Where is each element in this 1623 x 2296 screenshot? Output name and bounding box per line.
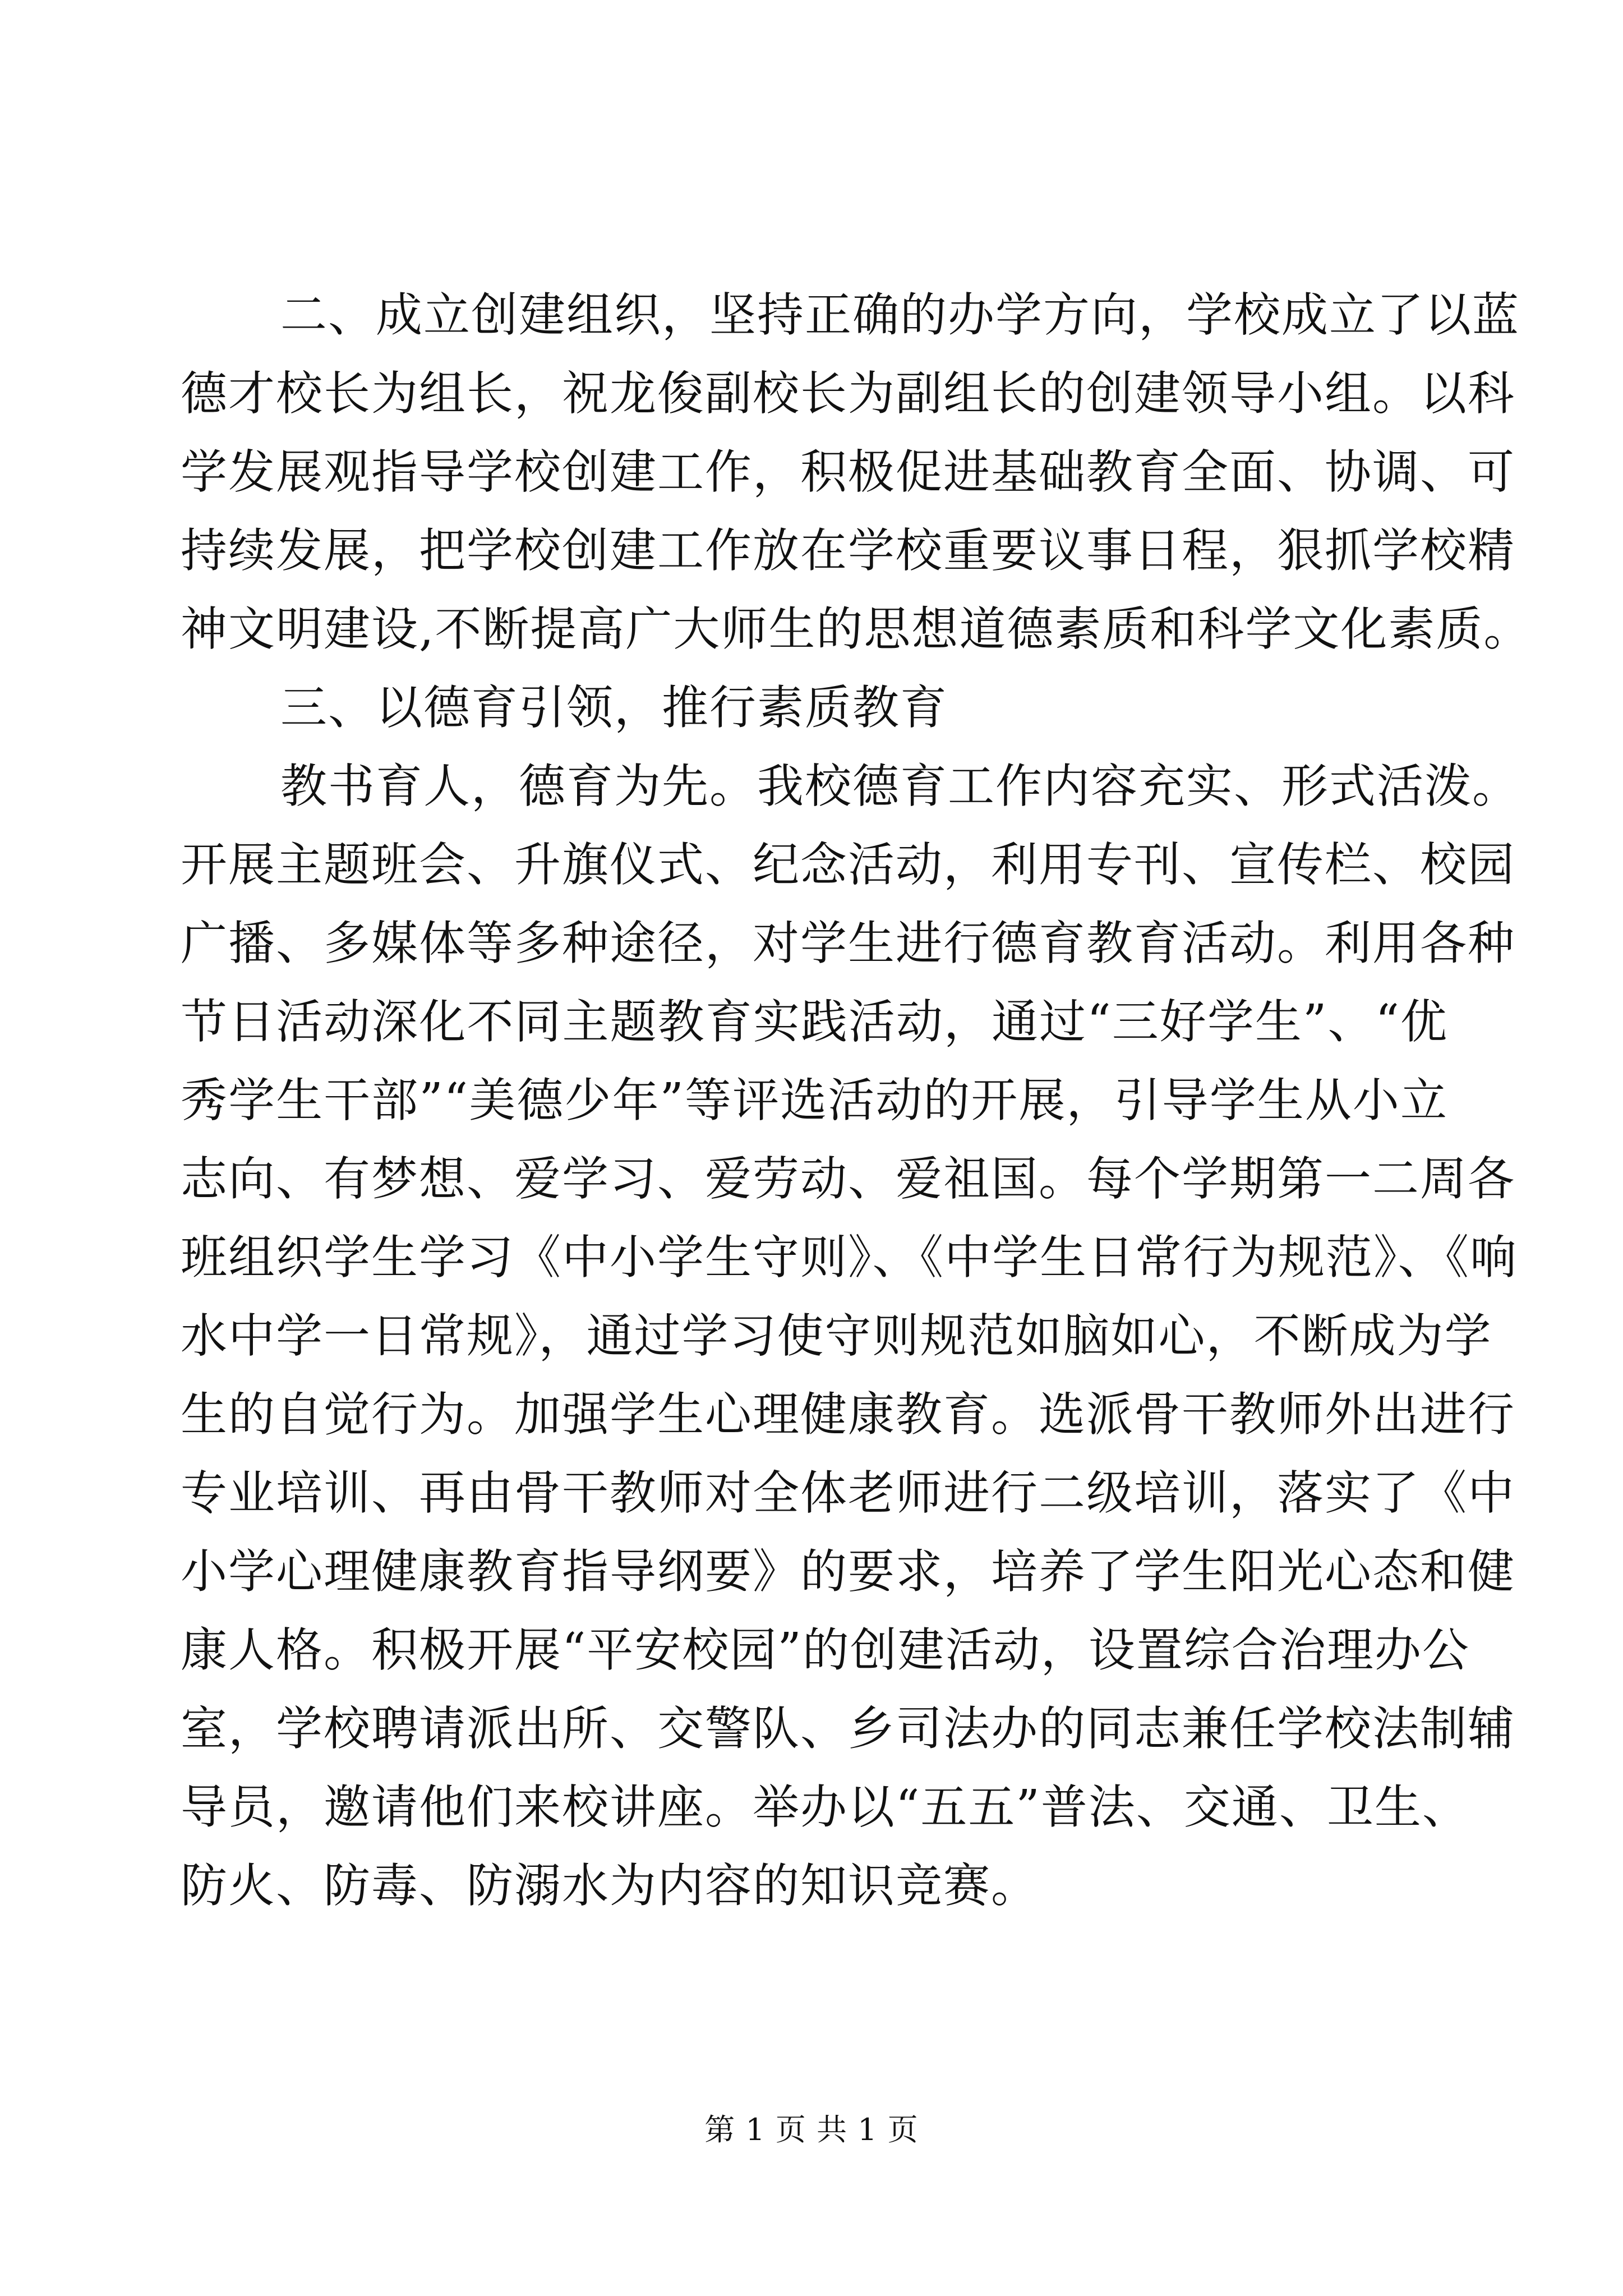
paragraph-3-line-7: 班组织学生学习《中小学生守则》、《中学生日常行为规范》、《响 [181,1230,1518,1285]
paragraph-3-line-9: 生的自觉行为。加强学生心理健康教育。选派骨干教师外出进行 [181,1387,1515,1442]
paragraph-3-line-10: 专业培训、再由骨干教师对全体老师进行二级培训，落实了《中 [181,1466,1515,1520]
paragraph-2-line-1: 二、成立创建组织，坚持正确的办学方向，学校成立了以蓝 [280,288,1520,342]
paragraph-2-line-4: 持续发展，把学校创建工作放在学校重要议事日程，狠抓学校精 [181,523,1515,578]
paragraph-2-line-2: 德才校长为组长，祝龙俊副校长为副组长的创建领导小组。以科 [181,366,1515,421]
paragraph-3-line-15: 防火、防毒、防溺水为内容的知识竞赛。 [181,1858,1039,1913]
paragraph-3-line-12: 康人格。积极开展“平安校园”的创建活动，设置综合治理办公 [181,1623,1470,1677]
page-footer: 第 1 页 共 1 页 [704,2112,919,2147]
paragraph-3-line-5: 秀学生干部”“美德少年”等评选活动的开展，引导学生从小立 [181,1073,1448,1128]
paragraph-3-line-8: 水中学一日常规》，通过学习使守则规范如脑如心，不断成为学 [181,1309,1492,1363]
paragraph-2-line-3: 学发展观指导学校创建工作，积极促进基础教育全面、协调、可 [181,445,1515,499]
paragraph-3-line-13: 室，学校聘请派出所、交警队、乡司法办的同志兼任学校法制辅 [181,1701,1515,1756]
paragraph-3-line-2: 开展主题班会、升旗仪式、纪念活动，利用专刊、宣传栏、校园 [181,838,1515,892]
section-3-heading: 三、以德育引领，推行素质教育 [280,680,948,735]
paragraph-3-line-6: 志向、有梦想、爱学习、爱劳动、爱祖国。每个学期第一二周各 [181,1152,1515,1206]
paragraph-2-line-5: 神文明建设,不断提高广大师生的思想道德素质和科学文化素质。 [181,602,1532,656]
paragraph-3-line-11: 小学心理健康教育指导纲要》的要求，培养了学生阳光心态和健 [181,1544,1515,1599]
paragraph-3-line-4: 节日活动深化不同主题教育实践活动，通过“三好学生”、“优 [181,995,1448,1049]
paragraph-3-line-3: 广播、多媒体等多种途径，对学生进行德育教育活动。利用各种 [181,916,1515,970]
paragraph-3-line-14: 导员，邀请他们来校讲座。举办以“五五”普法、交通、卫生、 [181,1780,1470,1834]
paragraph-3-line-1: 教书育人，德育为先。我校德育工作内容充实、形式活泼。 [280,759,1520,813]
